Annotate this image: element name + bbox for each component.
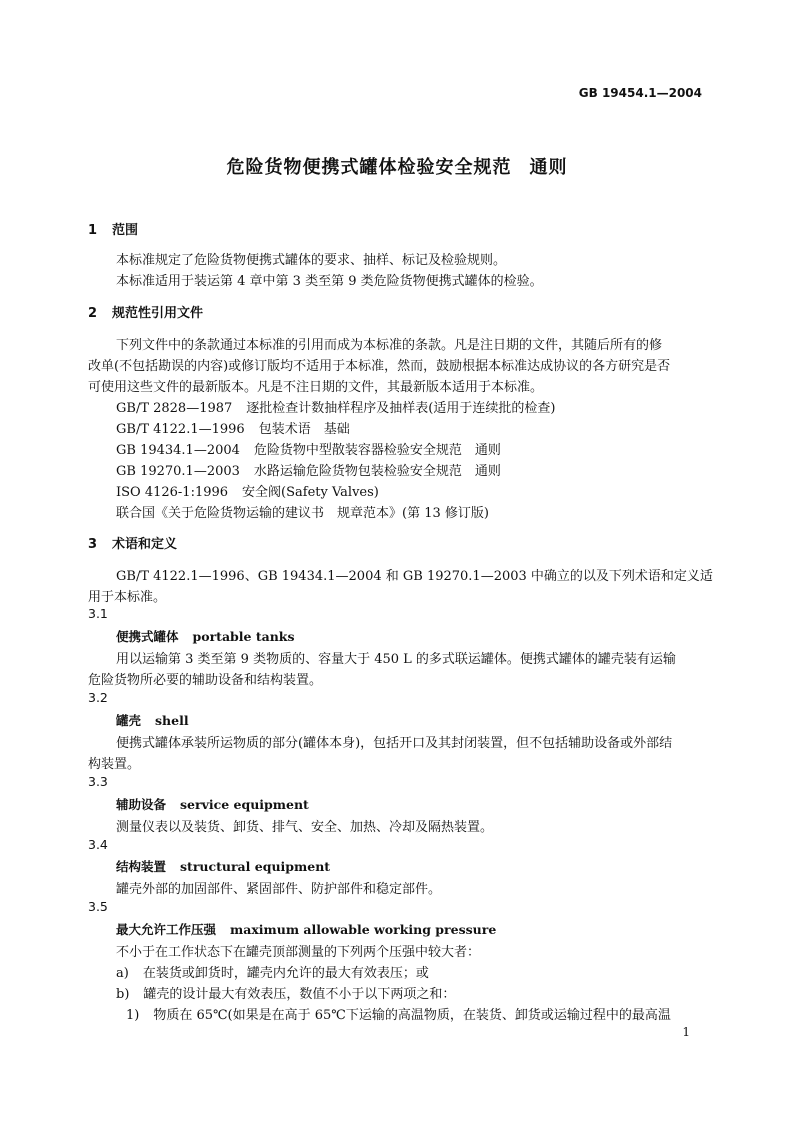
list-text: 罐壳的设计最大有效表压，数值不小于以下两项之和： — [143, 987, 456, 1002]
reference-item — [116, 502, 489, 521]
section-number: 1 — [88, 223, 98, 238]
reference-item — [116, 397, 555, 416]
reference-item — [116, 418, 350, 437]
reference-code: GB 19434.1—2004 — [116, 443, 240, 458]
section-1-heading — [88, 219, 138, 238]
list-item — [116, 962, 429, 981]
reference-code: GB/T 2828—1987 — [116, 401, 233, 416]
list-item — [126, 1004, 671, 1023]
term-cn: 辅助设备 — [116, 797, 167, 812]
reference-name: 水路运输危险货物包装检验安全规范 通则 — [253, 464, 501, 479]
definition-line: 危险货物所必要的辅助设备和结构装置。 — [88, 673, 323, 688]
term-en: structural equipment — [180, 859, 331, 874]
paragraph-line: 用于本标准。 — [88, 590, 167, 605]
term-heading — [116, 795, 309, 813]
reference-code: ISO 4126-1:1996 — [116, 485, 229, 500]
section-2-heading — [88, 302, 203, 321]
list-marker: b) — [116, 987, 130, 1002]
list-marker: 1) — [126, 1008, 140, 1023]
list-text: 在装货或卸货时，罐壳内允许的最大有效表压；或 — [142, 966, 429, 981]
paragraph: 本标准适用于装运第 4 章中第 3 类至第 9 类危险货物便携式罐体的检验。 — [116, 274, 543, 289]
list-marker: a) — [116, 966, 129, 981]
page-number: 1 — [682, 1025, 690, 1039]
term-en: maximum allowable working pressure — [230, 922, 497, 937]
reference-item — [116, 481, 379, 500]
term-cn: 罐壳 — [116, 713, 142, 728]
reference-name: 包装术语 基础 — [258, 422, 350, 437]
subsection-number: 3.1 — [88, 606, 108, 621]
definition-line: 构装置。 — [88, 757, 141, 772]
document-title — [0, 153, 794, 179]
section-number: 2 — [88, 306, 98, 321]
definition-line: 不小于在工作状态下在罐壳顶部测量的下列两个压强中较大者： — [116, 945, 481, 960]
definition-line: 罐壳外部的加固部件、紧固部件、防护部件和稳定部件。 — [116, 882, 442, 897]
term-cn: 便携式罐体 — [116, 629, 179, 644]
term-heading — [116, 857, 330, 875]
paragraph: 本标准规定了危险货物便携式罐体的要求、抽样、标记及检验规则。 — [116, 253, 507, 268]
term-heading — [116, 711, 189, 729]
paragraph-line: 下列文件中的条款通过本标准的引用而成为本标准的条款。凡是注日期的文件，其随后所有的修 — [116, 338, 663, 353]
term-en: portable tanks — [192, 629, 295, 644]
reference-name: 安全阀(Safety Valves) — [242, 485, 379, 500]
paragraph-line: 改单(不包括勘误的内容)或修订版均不适用于本标准，然而，鼓励根据本标准达成协议的各方研究是否 — [88, 359, 671, 374]
definition-line: 用以运输第 3 类至第 9 类物质的、容量大于 450 L 的多式联运罐体。便携式罐体的罐壳装有运输 — [116, 652, 676, 667]
definition-line: 测量仪表以及装货、卸货、排气、安全、加热、冷却及隔热装置。 — [116, 820, 494, 835]
term-heading — [116, 920, 496, 938]
term-en: service equipment — [180, 797, 309, 812]
paragraph-line: 可使用这些文件的最新版本。凡是不注日期的文件，其最新版本适用于本标准。 — [88, 380, 544, 395]
term-en: shell — [155, 713, 189, 728]
reference-name: 危险货物中型散装容器检验安全规范 通则 — [253, 443, 501, 458]
section-title: 范围 — [112, 223, 139, 238]
list-text: 物质在 65℃(如果是在高于 65℃下运输的高温物质，在装货、卸货或运输过程中的最高温 — [153, 1008, 671, 1023]
subsection-number: 3.3 — [88, 774, 108, 789]
subsection-number: 3.4 — [88, 837, 108, 852]
reference-code: GB 19270.1—2003 — [116, 464, 240, 479]
title-main: 危险货物便携式罐体检验安全规范 — [226, 157, 512, 178]
subsection-number: 3.2 — [88, 690, 108, 705]
definition-line: 便携式罐体承装所运物质的部分(罐体本身)，包括开口及其封闭装置，但不包括辅助设备或外部结 — [116, 736, 673, 751]
reference-name: 逐批检查计数抽样程序及抽样表(适用于连续批的检查) — [246, 401, 556, 416]
reference-item — [116, 460, 501, 479]
list-item — [116, 983, 455, 1002]
section-3-heading — [88, 533, 177, 552]
subsection-number: 3.5 — [88, 899, 108, 914]
reference-code: GB/T 4122.1—1996 — [116, 422, 245, 437]
section-title: 术语和定义 — [112, 537, 178, 552]
reference-code: 联合国《关于危险货物运输的建议书 规章范本》(第 13 修订版) — [116, 506, 489, 521]
section-number: 3 — [88, 537, 98, 552]
paragraph-line: GB/T 4122.1—1996、GB 19434.1—2004 和 GB 19270.1—2003 中确立的以及下列术语和定义适 — [116, 569, 713, 584]
reference-item — [116, 439, 501, 458]
standard-number: GB 19454.1—2004 — [578, 86, 702, 100]
title-sub: 通则 — [529, 157, 568, 178]
section-title: 规范性引用文件 — [112, 306, 204, 321]
term-heading — [116, 627, 295, 645]
term-cn: 结构装置 — [116, 859, 167, 874]
term-cn: 最大允许工作压强 — [116, 922, 217, 937]
